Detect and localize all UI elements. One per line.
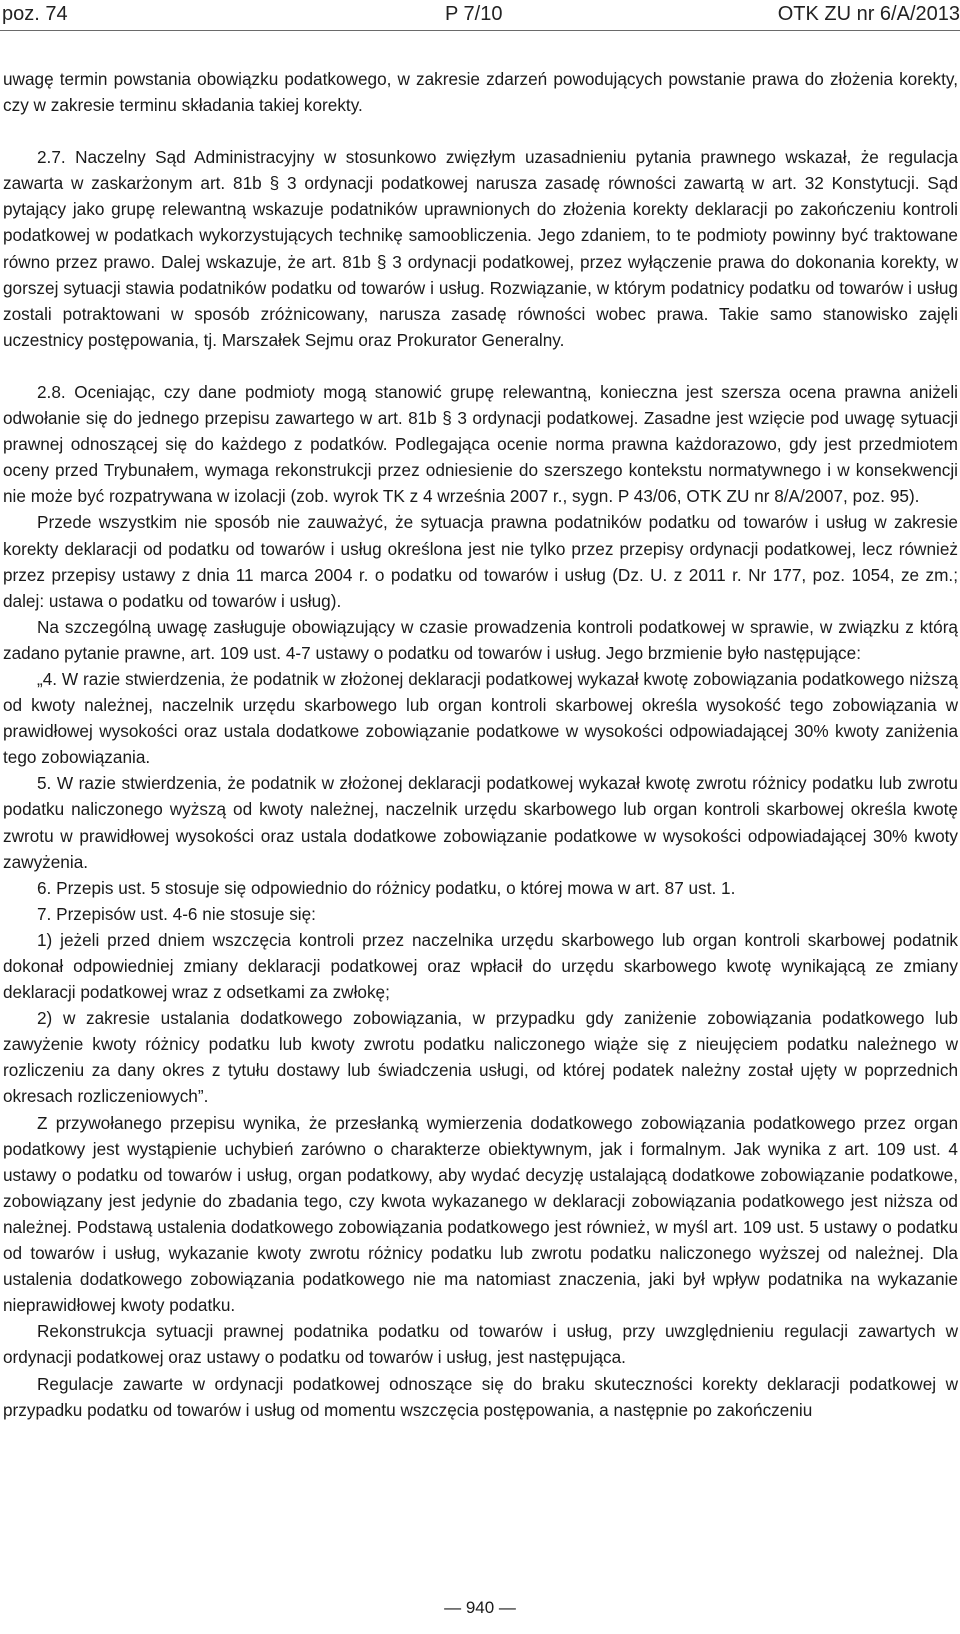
paragraph: Z przywołanego przepisu wynika, że przesłanką wymierzenia dodatkowego zobowiązania podatkowego przez organ podatkowy jest wystąpienie uchybień zarówno o charakterze obiektywnym, jak i formalnym. Jak wynika z art. 109 ust. 4 ustawy o podatku od towarów i usług, organ podatkowy, aby wydać decyzję ustalającą dodatkowe zobowiązanie podatkowe, zobowiązany jest jedynie do zbadania tego, czy kwota wykazanego w deklaracji zobowiązania podatkowego jest niższa od należnej. Podstawą ustalenia dodatkowego zobowiązania podatkowego jest również, w myśl art. 109 ust. 5 ustawy o podatku od towarów i usług, wykazanie kwoty zwrotu różnicy podatku lub zwrotu podatku naliczonego wyższej od należnej. Dla ustalenia dodatkowego zobowiązania podatkowego nie ma natomiast znaczenia, jaki był wpływ podatnika na wykazanie nieprawidłowej kwoty podatku. (3, 1112, 958, 1316)
quoted-provision: 7. Przepisów ust. 4-6 nie stosuje się: (37, 903, 316, 924)
paragraph: Na szczególną uwagę zasługuje obowiązujący w czasie prowadzenia kontroli podatkowej w sprawie, w związku z którą zadano pytanie prawne, art. 109 ust. 4-7 ustawy o podatku od towarów i usług. Jego brzmienie było następujące: (3, 616, 958, 663)
case-signature-label: P 7/10 (445, 3, 503, 25)
quoted-provision: 6. Przepis ust. 5 stosuje się odpowiednio do różnicy podatku, o której mowa w art. 87 ust. 1. (37, 877, 736, 898)
page-header (0, 0, 960, 34)
quoted-provision: „4. W razie stwierdzenia, że podatnik w złożonej deklaracji podatkowej wykazał kwotę zobowiązania podatkowego niższą od kwoty należnej, naczelnik urzędu skarbowego lub organ kontroli skarbowej określa wysokość tego zobowiązania w prawidłowej wysokości oraz ustala dodatkowe zobowiązanie podatkowe w wysokości odpowiadającej 30% kwoty zaniżenia tego zobowiązania. (3, 668, 958, 768)
quoted-provision: 2) w zakresie ustalania dodatkowego zobowiązania, w przypadku gdy zaniżenie zobowiązania podatkowego lub zawyżenie kwoty różnicy podatku lub kwoty zwrotu podatku naliczonego wiąże się z nieujęciem podatku należnego w rozliczeniu za dany okres z tytułu dostawy lub świadczenia usługi, od której podatek należny został ujęty w poprzednich okresach rozliczeniowych”. (3, 1008, 958, 1107)
paragraph-2-8: 2.8. Oceniając, czy dane podmioty mogą stanowić grupę relewantną, konieczna jest szersza ocena prawna aniżeli odwołanie się do jednego przepisu zawartego w art. 81b § 3 ordynacji podatkowej. Zasadne jest wzięcie pod uwagę sytuacji prawnej odnoszącej się do każdego z podatków. Podlegająca ocenie norma prawna każdorazowo, gdy jest przedmiotem oceny przed Trybunałem, wymaga rekonstrukcji przez odniesienie do szerszego kontekstu normatywnego i w konsekwencji nie może być rozpatrywana w izolacji (zob. wyrok TK z 4 września 2007 r., sygn. P 43/06, OTK ZU nr 8/A/2007, poz. 95). (3, 381, 958, 507)
paragraph: Regulacje zawarte w ordynacji podatkowej odnoszące się do braku skuteczności korekty deklaracji podatkowej w przypadku podatku od towarów i usług od momentu wszczęcia postępowania, a następnie po zakończeniu (3, 1373, 958, 1420)
quoted-provision: 1) jeżeli przed dniem wszczęcia kontroli przez naczelnika urzędu skarbowego lub organ kontroli skarbowej podatnik dokonał odpowiedniej zmiany deklaracji podatkowej oraz wpłacił do urzędu skarbowego kwotę wynikającą ze zmiany deklaracji podatkowej wraz z odsetkami za zwłokę; (3, 929, 958, 1003)
page-number: — 940 — (444, 1598, 516, 1617)
paragraph: Przede wszystkim nie sposób nie zauważyć, że sytuacja prawna podatników podatku od towarów i usług w zakresie korekty deklaracji od podatku od towarów i usług określona jest nie tylko przez przepisy ordynacji podatkowej, lecz również przez przepisy ustawy z dnia 11 marca 2004 r. o podatku od towarów i usług (Dz. U. z 2011 r. Nr 177, poz. 1054, ze zm.; dalej: ustawa o podatku od towarów i usług). (3, 512, 958, 611)
quoted-provision: 5. W razie stwierdzenia, że podatnik w złożonej deklaracji podatkowej wykazał kwotę zwrotu różnicy podatku lub zwrotu podatku naliczonego wyższą od kwoty należnej, naczelnik urzędu skarbowego lub organ kontroli skarbowej określa kwotę zwrotu w prawidłowej wysokości oraz ustala dodatkowe zobowiązanie podatkowe w wysokości odpowiadającej 30% kwoty zawyżenia. (3, 773, 958, 872)
paragraph-continuation: uwagę termin powstania obowiązku podatkowego, w zakresie zdarzeń powodujących powstanie prawa do złożenia korekty, czy w zakresie terminu składania takiej korekty. (3, 69, 958, 116)
journal-label: OTK ZU nr 6/A/2013 (777, 3, 960, 25)
paragraph-2-7: 2.7. Naczelny Sąd Administracyjny w stosunkowo zwięzłym uzasadnieniu pytania prawnego wskazał, że regulacja zawarta w zaskarżonym art. 81b § 3 ordynacji podatkowej narusza zasadę równości zawartą w art. 32 Konstytucji. Sąd pytający jako grupę relewantną wskazuje podatników uprawnionych do złożenia korekty deklaracji po zakończeniu kontroli podatkowej w podatkach wykorzystujących technikę samoobliczenia. Jego zdaniem, to te podmioty powinny być traktowane równo przez prawo. Dalej wskazuje, że art. 81b § 3 ordynacji podatkowej, przez wyłączenie prawa do dokonania korekty, w gorszej sytuacji stawia podatników podatku od towarów i usług. Rozwiązanie, w którym podatnicy podatku od towarów i usług zostali potraktowani w sposób zróżnicowany, narusza zasadę równości wobec prawa. Takie samo stanowisko zajęli uczestnicy postępowania, tj. Marszałek Sejmu oraz Prokurator Generalny. (3, 147, 958, 350)
header-rule (0, 30, 960, 31)
document-body (3, 66, 958, 1423)
paragraph: Rekonstrukcja sytuacji prawnej podatnika podatku od towarów i usług, przy uwzględnieniu regulacji zawartych w ordynacji podatkowej oraz ustawy o podatku od towarów i usług, jest następująca. (3, 1321, 958, 1368)
page-position-label: poz. 74 (2, 3, 68, 25)
